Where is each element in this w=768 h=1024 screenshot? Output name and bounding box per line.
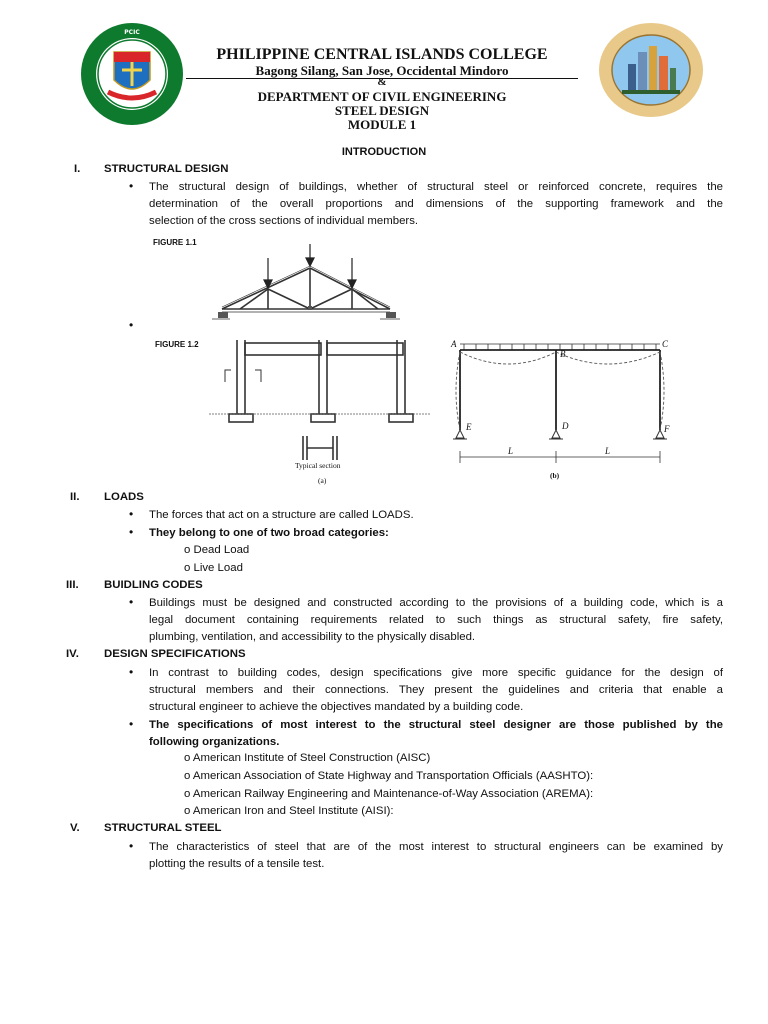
bullet: • bbox=[129, 717, 134, 731]
node-label-f: F bbox=[664, 424, 670, 434]
module-number: MODULE 1 bbox=[347, 117, 417, 132]
section-4-bold-line-2: following organizations. bbox=[149, 736, 280, 748]
figure-1-1-caption: FIGURE 1.1 bbox=[153, 238, 197, 247]
span-label-2: L bbox=[605, 446, 611, 456]
section-4-title: DESIGN SPECIFICATIONS bbox=[104, 648, 246, 660]
node-label-d: D bbox=[562, 421, 569, 431]
section-4-line-1: In contrast to building codes, design specifications give more specific guidance for the design of bbox=[149, 667, 723, 679]
college-seal-logo bbox=[80, 22, 184, 126]
section-5-line-1: The characteristics of steel that are of the most interest to structural engineers can be examined by bbox=[149, 841, 723, 853]
section-4-line-2: structural members and their connections. They present the guidelines and criteria that enable a bbox=[149, 684, 723, 696]
section-3-line-2: legal document containing requirements related to such things as structural safety, fire safety, bbox=[149, 614, 723, 626]
section-3-line-3: plumbing, ventilation, and accessibility to the physically disabled. bbox=[149, 631, 476, 643]
bullet: • bbox=[129, 839, 134, 853]
org-aisi: o American Iron and Steel Institute (AISI): bbox=[184, 805, 394, 817]
bullet: • bbox=[129, 525, 134, 539]
intro-heading: INTRODUCTION bbox=[341, 146, 427, 158]
org-arema: o American Railway Engineering and Maintenance-of-Way Association (AREMA): bbox=[184, 788, 594, 800]
section-1-line-2: determination of the overall proportions and dimensions of the supporting framework and the bbox=[149, 198, 723, 210]
college-address: Bagong Silang, San Jose, Occidental Mindoro bbox=[255, 63, 509, 78]
section-1-number: I. bbox=[74, 163, 81, 175]
section-3-number: III. bbox=[66, 579, 79, 591]
svg-text:PCIC: PCIC bbox=[124, 29, 140, 36]
section-1-line-1: The structural design of buildings, whether of structural steel or reinforced concrete, requires the bbox=[149, 181, 723, 193]
section-1-title: STRUCTURAL DESIGN bbox=[104, 163, 229, 175]
section-3-line-1: Buildings must be designed and constructed according to the provisions of a building code, which is a bbox=[149, 597, 723, 609]
figure-label-a: (a) bbox=[318, 476, 327, 485]
section-2-title: LOADS bbox=[104, 491, 144, 503]
section-5-number: V. bbox=[70, 822, 80, 834]
span-label-1: L bbox=[508, 446, 514, 456]
figure-label-b: (b) bbox=[550, 471, 560, 480]
section-5-line-2: plotting the results of a tensile test. bbox=[149, 858, 325, 870]
node-label-a: A bbox=[451, 339, 457, 349]
truss-diagram bbox=[200, 244, 410, 326]
loads-bullet-1: The forces that act on a structure are called LOADS. bbox=[149, 509, 414, 521]
node-label-e: E bbox=[466, 422, 472, 432]
section-2-number: II. bbox=[70, 491, 80, 503]
ampersand: & bbox=[377, 76, 387, 88]
dead-load-item: o Dead Load bbox=[184, 544, 250, 556]
org-aisc: o American Institute of Steel Construction (AISC) bbox=[184, 752, 431, 764]
node-label-b: B bbox=[560, 349, 566, 359]
bullet: • bbox=[129, 665, 134, 679]
bullet: • bbox=[129, 179, 134, 193]
loads-bullet-2: They belong to one of two broad categories: bbox=[149, 527, 389, 539]
bullet: • bbox=[129, 507, 134, 521]
college-name: PHILIPPINE CENTRAL ISLANDS COLLEGE bbox=[216, 46, 548, 63]
section-4-bold-line-1: The specifications of most interest to the structural steel designer are those published by the bbox=[149, 719, 723, 731]
section-5-title: STRUCTURAL STEEL bbox=[104, 822, 222, 834]
section-4-line-3: structural engineer to achieve the objectives mandated by a building code. bbox=[149, 701, 524, 713]
node-label-c: C bbox=[662, 339, 669, 349]
department-name: DEPARTMENT OF CIVIL ENGINEERING bbox=[257, 89, 507, 104]
figure-1-2-caption: FIGURE 1.2 bbox=[155, 340, 199, 349]
section-4-number: IV. bbox=[66, 648, 79, 660]
course-name: STEEL DESIGN bbox=[334, 103, 430, 118]
org-aashto: o American Association of State Highway and Transportation Officials (AASHTO): bbox=[184, 770, 594, 782]
bullet: • bbox=[129, 318, 134, 332]
section-3-title: BUIDLING CODES bbox=[104, 579, 203, 591]
engineering-school-logo bbox=[598, 22, 704, 118]
bullet: • bbox=[129, 595, 134, 609]
section-1-line-3: selection of the cross sections of individual members. bbox=[149, 215, 419, 227]
live-load-item: o Live Load bbox=[184, 562, 243, 574]
typical-section-label: Typical section bbox=[295, 461, 341, 470]
